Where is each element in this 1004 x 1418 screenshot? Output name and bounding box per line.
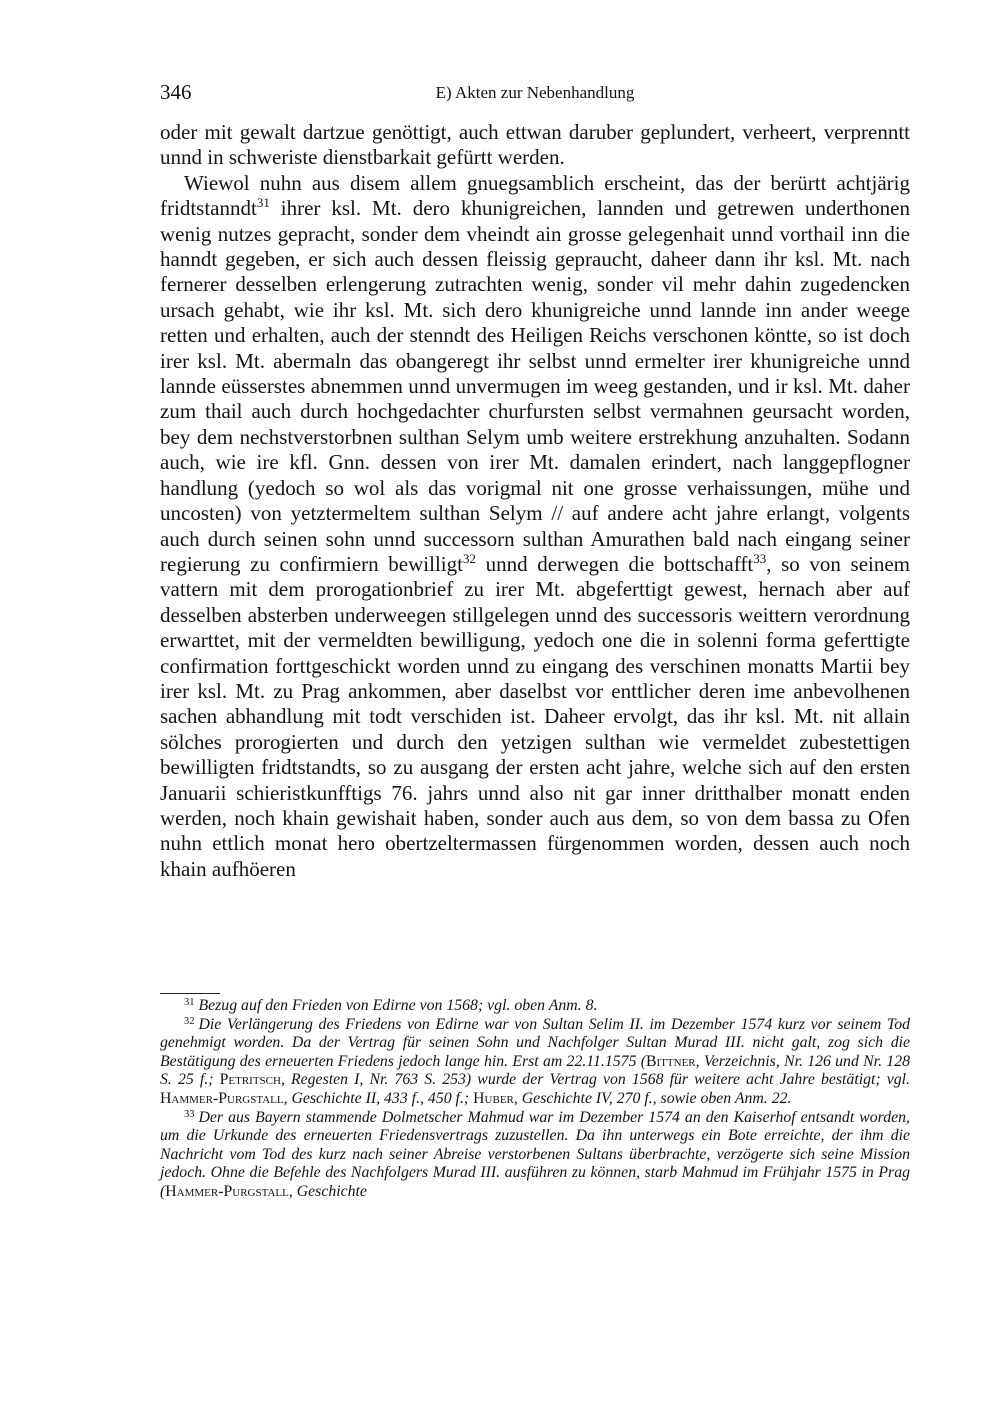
- running-head: E) Akten zur Nebenhandlung: [435, 83, 635, 102]
- footnote-text: Die Verlängerung des Friedens von Edirne war von Sultan Selim II. im Dezember 1574 kurz vor seinem Tod genehmigt worden. Da der Vertrag für seinen Sohn und Nachfolger Sultan Murad III. nicht galt, zog sich die Bestätigung des erneuerten Friedens jedoch lange hin. Erst am 22.11.1575 (: [160, 1015, 910, 1070]
- footnote-32: [160, 1016, 910, 1109]
- footnote-text: , Regesten I, Nr. 763 S. 253) wurde der Vertrag von 1568 für weitere acht Jahre bestätigt; vgl.: [280, 1071, 911, 1089]
- author-name: Hammer-Purgstall: [160, 1089, 284, 1107]
- footnote-31: [160, 997, 910, 1016]
- author-name: Hammer-Purgstall: [165, 1182, 289, 1200]
- footnote-text: , Geschichte IV, 270 f., sowie oben Anm. 22.: [513, 1089, 792, 1107]
- footnote-number: 31: [184, 997, 195, 1008]
- text-segment: Wiewol nuhn aus disem allem gnuegsamblich erscheint, das der berürtt achtjärig fridtstanndt: [160, 170, 910, 221]
- footnote-number: 32: [184, 1015, 195, 1027]
- paragraph-1: oder mit gewalt dartzue genöttigt, auch ettwan daruber geplundert, verheert, verprenntt unnd in schweriste dienstbarkait gefürtt werden.: [160, 120, 910, 170]
- text-segment: unnd derwegen die bottschafft: [475, 551, 754, 576]
- page-header: [160, 80, 910, 110]
- author-name: Huber: [473, 1089, 514, 1107]
- page-number: 346: [160, 80, 192, 104]
- text-segment: ihrer ksl. Mt. dero khunigreichen, lannden und getrewen underthonen wenig nutzes gepracht, sonder dem vheindt ain grosse gelegenhait unnd vorthail inn die hanndt gegeben, er sich auch dessen fleissig gepraucht, daheer dann ihr ksl. Mt. nach fernerer desselben erlengerung zutrachten wenig, sonder vil mehr dahin zugedencken ursach gehabt, wie ihr ksl. Mt. sich dero khunigreiche unnd lannde inn ander weege retten und erhalten, auch der stenndt des Heiligen Reichs verschonen köntte, so ist doch irer ksl. Mt. abermaln das obangeregt ihr selbst unnd ermelter irer khunigreiche unnd lannde eüsserstes abnemmen unnd unvermugen im weeg gestanden, und ir ksl. Mt. daher zum thail auch durch hochgedachter churfursten selbst vermahnen geursacht worden, bey dem nechstverstorbnen sulthan Selym umb weitere erstrekhung anzuhalten. Sodann auch, wie ire kfl. Gnn. dessen von irer Mt. damalen erindert, nach langgepflogner handlung (yedoch so wol als das vorigmal nit one grosse verhaissungen, mühe und uncosten) von yetztermeltem sulthan Selym // auf andere acht jahre erlangt, volgents auch durch seinen sohn unnd successorn sulthan Amurathen bald nach eingang seiner regierung zu confirmiern bewilligt: [160, 196, 910, 576]
- footnote-ref-33[interactable]: 33: [753, 550, 767, 566]
- text-segment: , so von seinem vattern mit dem prorogationbrief zu irer Mt. abgeferttigt gewest, hernach aber auf desselben absterben underweegen stillgelegen unnd des successoris weittern verordnung erwarttet, mit der vermeldten bewilligung, yedoch one die in solenni forma geferttigte confirmation forttgeschickt worden unnd zu eingang des verschinen monatts Martii bey irer ksl. Mt. zu Prag ankommen, aber daselbst vor enttlicher deren ime anbevolhenen sachen abhandlung mit todt verschiden ist. Daheer ervolgt, das ihr ksl. Mt. nit allain sölches prorogierten und durch den yetzigen sulthan wie vermeldet zubestettigen bewilligten fridtstandts, so zu ausgang der ersten acht jahre, welche sich auf den ersten Januarii schieristkunfftigs 76. jahrs unnd also nit gar inner dritthalber monatt enden werden, noch khain gewishait haben, sonder auch aus dem, so von dem bassa zu Ofen nuhn ettlich monat hero obertzeltermassen fürgenommen worden, dessen auch noch khain aufhöeren: [160, 551, 911, 881]
- main-text: [160, 120, 910, 882]
- footnote-text: , Verzeichnis, Nr. 126 und Nr. 128 S. 25 f.;: [160, 1052, 910, 1089]
- footnote-text: , Geschichte II, 433 f., 450 f.;: [283, 1089, 474, 1107]
- footnote-number: 33: [184, 1108, 195, 1120]
- footnote-divider: [160, 993, 220, 994]
- footnote-33: [160, 1109, 910, 1202]
- footnote-ref-32[interactable]: 32: [462, 550, 476, 566]
- author-name: Bittner: [646, 1052, 696, 1070]
- footnotes: [160, 997, 910, 1202]
- author-name: Petritsch: [219, 1071, 281, 1089]
- footnote-text: Der aus Bayern stammende Dolmetscher Mahmud war im Dezember 1574 an den Kaiserhof entsandt worden, um die Urkunde des erneuerten Friedensvertrags zuzustellen. Da ihn unterwegs ein Bote erreichte, der ihm die Nachricht vom Tod des kurz nach seiner Abreise verstorbenen Sultans überbrachte, verzögerte sich seine Mission jedoch. Ohne die Befehle des Nachfolgers Murad III. ausführen zu können, starb Mahmud im Frühjahr 1575 in Prag (: [160, 1108, 910, 1200]
- footnote-ref-31[interactable]: 31: [256, 195, 270, 211]
- footnote-text: , Geschichte: [288, 1182, 367, 1200]
- paragraph-2: [160, 171, 910, 882]
- footnote-text: Bezug auf den Frieden von Edirne von 1568; vgl. oben Anm. 8.: [198, 997, 598, 1014]
